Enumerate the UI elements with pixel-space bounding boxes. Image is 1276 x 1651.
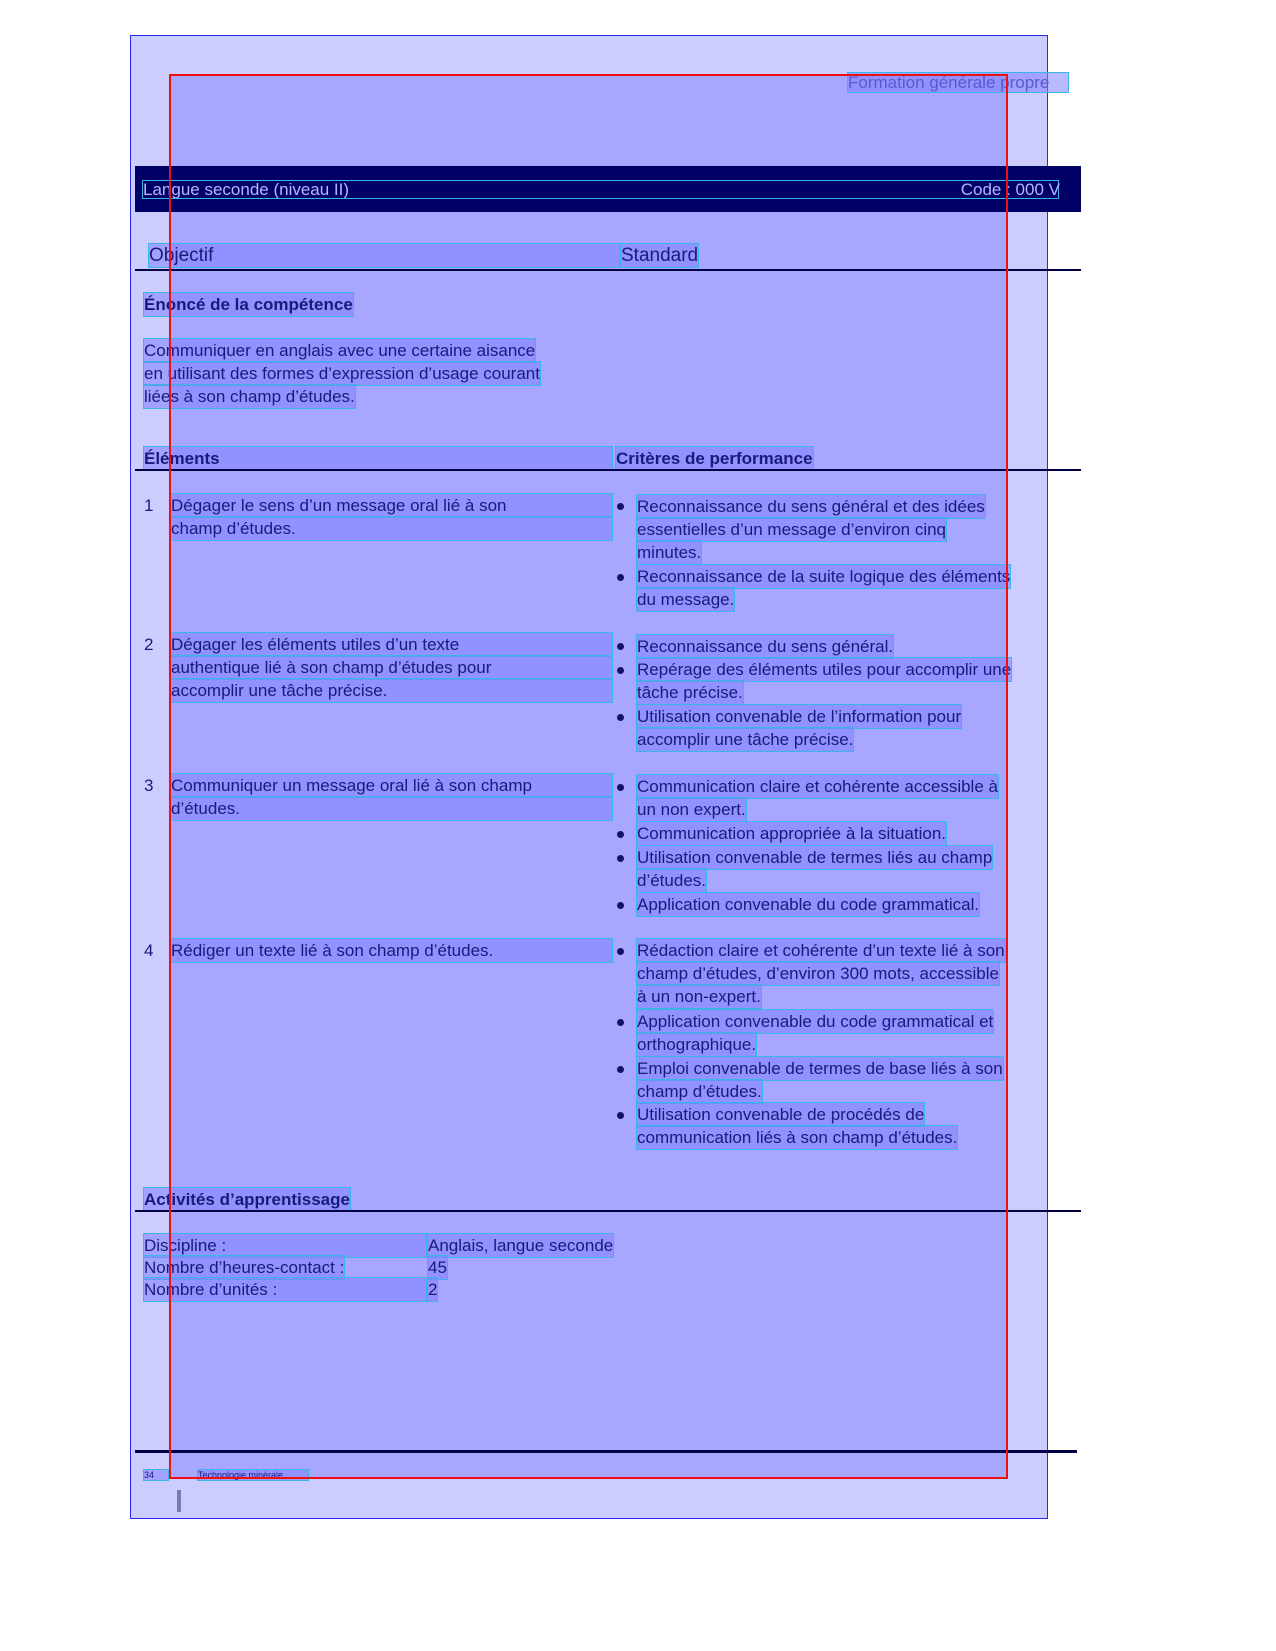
bullet-icon [617, 503, 624, 510]
footer-mark [177, 1490, 181, 1512]
element-text: Communiquer un message oral lié à son champ [171, 774, 612, 797]
element-number: 2 [144, 635, 154, 654]
column-header-standard: Standard [621, 245, 699, 266]
criterion-line: Communication claire et cohérente accessible à [637, 777, 998, 796]
element-text: Dégager les éléments utiles d’un texte [171, 633, 612, 656]
bullet-icon [617, 643, 624, 650]
bullet-icon [617, 714, 624, 721]
footer-title: Technologie minérale [198, 1470, 308, 1480]
bullet-icon [617, 1112, 624, 1119]
element-text: Dégager le sens d’un message oral lié à son [171, 494, 612, 517]
criterion-line: champ d’études, d’environ 300 mots, accessible [637, 964, 999, 983]
criterion-line: champ d’études. [637, 1082, 762, 1101]
activity-label: Nombre d’unités : [144, 1278, 426, 1301]
criteria-heading: Critères de performance [616, 449, 813, 468]
criterion-line: Utilisation convenable de l’information pour [637, 707, 962, 726]
element-text: authentique lié à son champ d’études pour [171, 656, 612, 679]
criterion-line: à un non-expert. [637, 987, 761, 1006]
criterion-line: orthographique. [637, 1035, 757, 1054]
criterion-line: essentielles d’un message d’environ cinq [637, 520, 947, 539]
activity-label: Nombre d’heures-contact : [144, 1258, 345, 1277]
element-number: 3 [144, 776, 154, 795]
criterion-line: Application convenable du code grammatical et [637, 1012, 994, 1031]
header-title-text: Langue seconde (niveau II) [143, 180, 350, 199]
criterion-line: Rédaction claire et cohérente d’un texte lié à son [637, 941, 1005, 960]
bullet-icon [617, 667, 624, 674]
column-header-rule [135, 269, 1081, 271]
criterion-line: Application convenable du code grammatical. [637, 895, 980, 914]
criterion-line: Communication appropriée à la situation. [637, 824, 947, 843]
bullet-icon [617, 902, 624, 909]
bullet-icon [617, 948, 624, 955]
criterion-line: du message. [637, 590, 735, 609]
header-code: Code : 000 V [960, 180, 1060, 199]
criterion-line: minutes. [637, 543, 702, 562]
element-text: accomplir une tâche précise. [171, 679, 612, 702]
bullet-icon [617, 831, 624, 838]
activity-value: 45 [428, 1258, 447, 1277]
criterion-line: Repérage des éléments utiles pour accomplir une [637, 660, 1012, 679]
competence-line: liées à son champ d’études. [144, 387, 355, 406]
competence-heading: Énoncé de la compétence [144, 295, 353, 314]
activity-value: 2 [428, 1280, 438, 1299]
elements-heading: Éléments [144, 447, 612, 470]
header-title [143, 181, 1058, 198]
bullet-icon [617, 1066, 624, 1073]
activity-label: Discipline : [144, 1234, 426, 1257]
bullet-icon [617, 1019, 624, 1026]
competence-line: en utilisant des formes d’expression d’usage courant [144, 364, 540, 383]
activities-rule [135, 1210, 1081, 1212]
criterion-line: un non expert. [637, 800, 746, 819]
criterion-line: Utilisation convenable de procédés de [637, 1105, 925, 1124]
criterion-line: Emploi convenable de termes de base liés à son [637, 1059, 1003, 1078]
bullet-icon [617, 855, 624, 862]
bullet-icon [617, 784, 624, 791]
activities-heading: Activités d’apprentissage [144, 1190, 350, 1209]
element-number: 4 [144, 941, 154, 960]
footer-page-number: 34 [144, 1470, 168, 1480]
bullet-icon [617, 574, 624, 581]
criterion-line: accomplir une tâche précise. [637, 730, 854, 749]
criterion-line: Reconnaissance du sens général et des idées [637, 497, 985, 516]
activity-value: Anglais, langue seconde [428, 1236, 614, 1255]
criterion-line: communication liés à son champ d’études. [637, 1128, 958, 1147]
element-text: champ d’études. [171, 517, 612, 540]
footer-rule [135, 1450, 1077, 1453]
competence-line: Communiquer en anglais avec une certaine aisance [144, 341, 536, 360]
top-label: Formation générale propre [848, 73, 1068, 92]
column-header-objectif: Objectif [149, 244, 619, 267]
criterion-line: d’études. [637, 871, 706, 890]
criterion-line: Reconnaissance de la suite logique des éléments [637, 567, 1011, 586]
element-number: 1 [144, 496, 154, 515]
criterion-line: tâche précise. [637, 683, 743, 702]
elements-rule [135, 469, 1081, 471]
element-text: Rédiger un texte lié à son champ d’études. [171, 939, 612, 962]
criterion-line: Reconnaissance du sens général. [637, 637, 894, 656]
element-text: d’études. [171, 797, 612, 820]
criterion-line: Utilisation convenable de termes liés au champ [637, 848, 993, 867]
